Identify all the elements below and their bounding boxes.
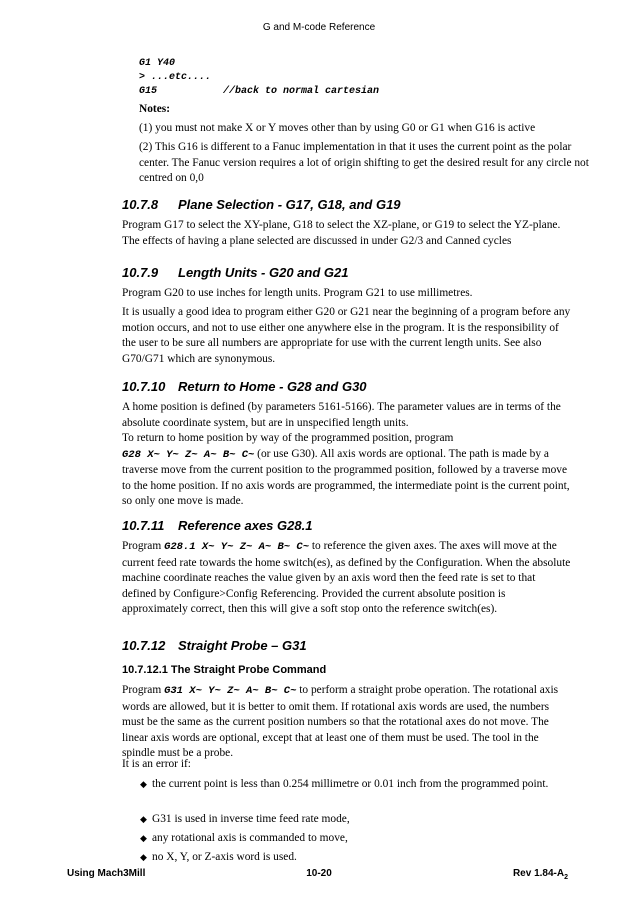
section-number: 10.7.9 xyxy=(122,265,159,280)
paragraph xyxy=(122,683,572,762)
section-title: Reference axes G28.1 xyxy=(178,518,313,533)
section-heading-return-to-home xyxy=(122,379,367,394)
diamond-bullet-icon: ◆ xyxy=(140,852,147,862)
list-item-text: any rotational axis is commanded to move, xyxy=(152,832,348,844)
inline-code: G28.1 X~ Y~ Z~ A~ B~ C~ xyxy=(164,541,310,553)
list-item xyxy=(140,812,572,828)
paragraph: It is usually a good idea to program either G20 or G21 near the beginning of a program before any motion occurs, and not to use either one anywhere else in the program. It is the responsibility of the user to be sure all numbers are appropriate for use with the current length units. See also G70/G71 which are synonymous. xyxy=(122,306,571,365)
code-line: G15 //back to normal cartesian xyxy=(139,86,380,97)
note-1: (1) you must not make X or Y moves other than by using G0 or G1 when G16 is active xyxy=(139,122,536,134)
list-item xyxy=(140,831,572,847)
paragraph-text: to reference the given axes. The axes will move at the current feed rate towards the home switch(es), as defined by the Configuration. When the absolute machine coordinate reaches the value given by an axis word then the feed rate is set to that defined by Configure>Config Referencing. Provided the current absolute position is approximately correct, then this will give a soft stop onto the reference switch(es). xyxy=(122,540,571,615)
code-line: > ...etc.... xyxy=(139,72,212,83)
paragraph: A home position is defined (by parameters 5161-5166). The parameter values are in terms of the absolute coordinate system, but are in unspecified length units. xyxy=(122,401,561,429)
section-heading-length-units xyxy=(122,265,348,280)
paragraph xyxy=(122,539,572,618)
paragraph: It is an error if: xyxy=(122,758,191,770)
note-2: (2) This G16 is different to a Fanuc implementation in that it uses the current point as the polar center. The Fanuc version requires a lot of origin shifting to get the desired result for any circle not centred on 0,0 xyxy=(139,141,589,184)
diamond-bullet-icon: ◆ xyxy=(140,814,147,824)
paragraph-text: To return to home position by way of the programmed position, program xyxy=(122,432,454,444)
footer-revision xyxy=(513,868,568,881)
section-title: Return to Home - G28 and G30 xyxy=(178,379,367,394)
footer-revision-subscript: 2 xyxy=(564,874,568,881)
section-title: Length Units - G20 and G21 xyxy=(178,265,349,280)
footer-page-number: 10-20 xyxy=(306,868,332,879)
section-number: 10.7.8 xyxy=(122,197,159,212)
diamond-bullet-icon: ◆ xyxy=(140,833,147,843)
section-title: Plane Selection - G17, G18, and G19 xyxy=(178,197,401,212)
section-number: 10.7.12 xyxy=(122,638,166,653)
section-heading-reference-axes xyxy=(122,518,312,533)
footer-revision-text: Rev 1.84-A xyxy=(512,868,565,879)
notes-label: Notes: xyxy=(139,103,170,115)
list-item-text: the current point is less than 0.254 millimetre or 0.01 inch from the programmed point. xyxy=(152,778,549,790)
subsection-heading: 10.7.12.1 The Straight Probe Command xyxy=(122,664,327,676)
footer-left: Using Mach3Mill xyxy=(67,868,146,879)
section-number: 10.7.11 xyxy=(122,518,165,533)
paragraph-text: Program xyxy=(122,540,165,552)
list-item-text: G31 is used in inverse time feed rate mode, xyxy=(152,813,350,825)
paragraph-text: Program xyxy=(122,684,165,696)
list-item-text: no X, Y, or Z-axis word is used. xyxy=(152,851,297,863)
paragraph xyxy=(122,431,572,510)
list-item xyxy=(140,850,572,866)
list-item xyxy=(140,777,572,793)
section-heading-plane-selection xyxy=(122,197,401,212)
paragraph-text: to perform a straight probe operation. The rotational axis words are allowed, but it is better to omit them. If rotational axis words are used, the numbers must be the same as the current position numbers so that the rotational axes do not move. The linear axis words are optional, except that at least one of them must be used. The tool in the spindle must be a probe. xyxy=(122,684,559,759)
paragraph-text: (or use G30). All axis words are optional. The path is made by a traverse move from the current position to the programmed position, followed by a traverse move to the home position. If no axis words are programmed, the intermediate point is the current point, so only one move is made. xyxy=(122,447,570,507)
inline-code: G28 X~ Y~ Z~ A~ B~ C~ xyxy=(122,448,255,461)
code-line: G1 Y40 xyxy=(139,58,176,69)
section-heading-straight-probe xyxy=(122,638,307,653)
paragraph: Program G17 to select the XY-plane, G18 to select the XZ-plane, or G19 to select the YZ-plane. The effects of having a plane selected are discussed in under G2/3 and Canned cycles xyxy=(122,219,561,247)
section-number: 10.7.10 xyxy=(122,379,166,394)
section-title: Straight Probe – G31 xyxy=(178,638,307,653)
diamond-bullet-icon: ◆ xyxy=(140,779,147,789)
paragraph: Program G20 to use inches for length units. Program G21 to use millimetres. xyxy=(122,287,473,299)
inline-code: G31 X~ Y~ Z~ A~ B~ C~ xyxy=(164,685,297,697)
page-header: G and M-code Reference xyxy=(262,22,376,33)
